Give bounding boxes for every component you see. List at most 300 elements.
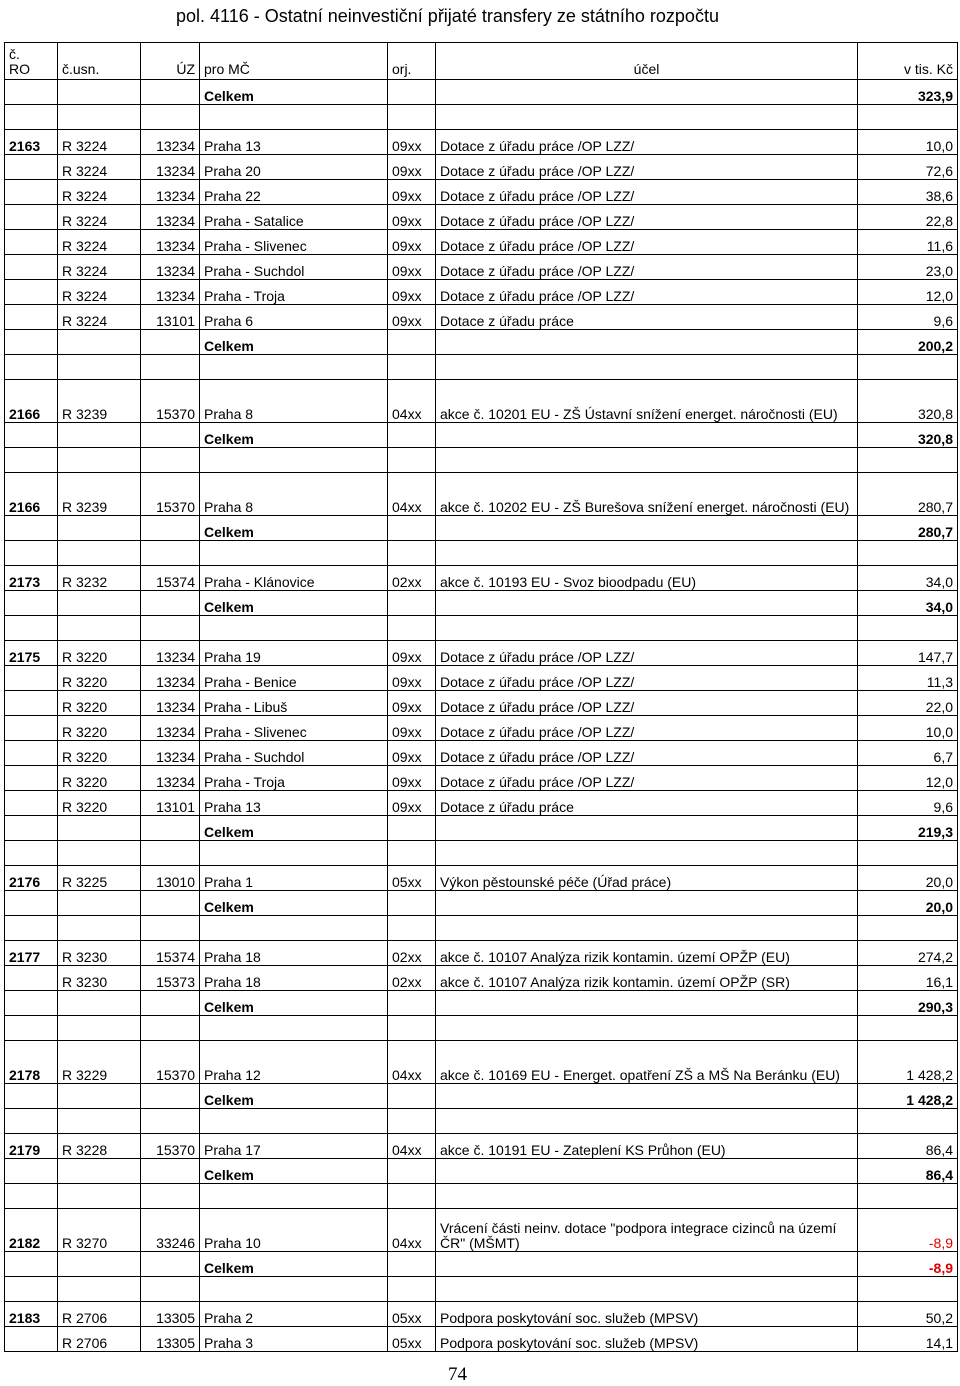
cell-empty	[5, 541, 58, 566]
cell-amount: 14,1	[858, 1327, 958, 1352]
cell-uz: 13234	[141, 155, 200, 180]
cell-ro: 2166	[5, 380, 58, 423]
cell-ro: 2178	[5, 1041, 58, 1084]
total-amount: 290,3	[858, 991, 958, 1016]
cell-empty	[141, 1109, 200, 1134]
cell-uz: 33246	[141, 1209, 200, 1252]
spacer-row	[5, 1109, 958, 1134]
spacer-row	[5, 1277, 958, 1302]
cell-amount: 22,8	[858, 205, 958, 230]
cell-empty	[436, 330, 858, 355]
cell-orj: 09xx	[388, 155, 436, 180]
cell-empty	[5, 355, 58, 380]
cell-orj: 04xx	[388, 1134, 436, 1159]
cell-amount: 10,0	[858, 130, 958, 155]
cell-usn: R 3270	[58, 1209, 141, 1252]
header-orj: orj.	[388, 43, 436, 80]
spacer-row	[5, 105, 958, 130]
cell-ro	[5, 205, 58, 230]
cell-empty	[141, 916, 200, 941]
cell-empty	[5, 1184, 58, 1209]
cell-uz: 13101	[141, 791, 200, 816]
cell-ro: 2173	[5, 566, 58, 591]
cell-ucel: akce č. 10169 EU - Energet. opatření ZŠ a MŠ Na Beránku (EU)	[436, 1041, 858, 1084]
cell-ucel: akce č. 10201 EU - ZŠ Ústavní snížení energet. náročnosti (EU)	[436, 380, 858, 423]
table-row	[5, 205, 958, 230]
cell-empty	[141, 591, 200, 616]
cell-empty	[58, 916, 141, 941]
cell-empty	[5, 591, 58, 616]
cell-empty	[141, 1084, 200, 1109]
total-row	[5, 330, 958, 355]
total-row	[5, 1252, 958, 1277]
cell-ro	[5, 691, 58, 716]
cell-amount: 20,0	[858, 866, 958, 891]
total-amount: 323,9	[858, 80, 958, 105]
cell-orj: 09xx	[388, 230, 436, 255]
cell-empty	[141, 816, 200, 841]
cell-uz: 13234	[141, 666, 200, 691]
cell-empty	[858, 1184, 958, 1209]
total-label: Celkem	[200, 1084, 388, 1109]
cell-empty	[436, 1084, 858, 1109]
cell-empty	[200, 448, 388, 473]
spacer-row	[5, 541, 958, 566]
cell-ucel: Dotace z úřadu práce /OP LZZ/	[436, 716, 858, 741]
cell-orj: 04xx	[388, 380, 436, 423]
cell-ro: 2179	[5, 1134, 58, 1159]
total-label: Celkem	[200, 1159, 388, 1184]
cell-empty	[141, 891, 200, 916]
cell-empty	[436, 616, 858, 641]
cell-ro	[5, 966, 58, 991]
cell-mc: Praha 10	[200, 1209, 388, 1252]
total-row	[5, 891, 958, 916]
cell-empty	[58, 1252, 141, 1277]
cell-usn: R 3224	[58, 180, 141, 205]
cell-empty	[58, 1084, 141, 1109]
cell-ucel: Dotace z úřadu práce /OP LZZ/	[436, 255, 858, 280]
cell-empty	[5, 423, 58, 448]
cell-mc: Praha 13	[200, 791, 388, 816]
cell-ro	[5, 716, 58, 741]
cell-ucel: Dotace z úřadu práce /OP LZZ/	[436, 280, 858, 305]
cell-uz: 13234	[141, 716, 200, 741]
table-row	[5, 1134, 958, 1159]
cell-ucel: akce č. 10107 Analýza rizik kontamin. území OPŽP (EU)	[436, 941, 858, 966]
cell-empty	[388, 423, 436, 448]
cell-empty	[200, 916, 388, 941]
total-label: Celkem	[200, 423, 388, 448]
cell-empty	[141, 1277, 200, 1302]
cell-empty	[141, 541, 200, 566]
cell-usn: R 3224	[58, 255, 141, 280]
cell-usn: R 3220	[58, 691, 141, 716]
cell-amount: 72,6	[858, 155, 958, 180]
cell-usn: R 3220	[58, 766, 141, 791]
cell-empty	[436, 1109, 858, 1134]
table-row	[5, 1327, 958, 1352]
cell-usn: R 3220	[58, 716, 141, 741]
cell-amount: 6,7	[858, 741, 958, 766]
cell-empty	[436, 355, 858, 380]
cell-amount: 16,1	[858, 966, 958, 991]
cell-empty	[858, 105, 958, 130]
cell-mc: Praha - Libuš	[200, 691, 388, 716]
cell-orj: 05xx	[388, 1327, 436, 1352]
cell-usn: R 3229	[58, 1041, 141, 1084]
cell-ro: 2177	[5, 941, 58, 966]
cell-amount: 280,7	[858, 473, 958, 516]
cell-uz: 15370	[141, 1134, 200, 1159]
table-row	[5, 1302, 958, 1327]
cell-empty	[436, 105, 858, 130]
cell-amount: 12,0	[858, 280, 958, 305]
table-row	[5, 1041, 958, 1084]
table-row	[5, 380, 958, 423]
cell-ucel: Dotace z úřadu práce /OP LZZ/	[436, 130, 858, 155]
cell-orj: 09xx	[388, 741, 436, 766]
cell-empty	[858, 541, 958, 566]
cell-mc: Praha 12	[200, 1041, 388, 1084]
page-number: 74	[448, 1364, 467, 1385]
header-c-ro: č. RO	[5, 43, 58, 80]
cell-empty	[858, 1016, 958, 1041]
cell-orj: 09xx	[388, 791, 436, 816]
cell-empty	[388, 448, 436, 473]
total-amount: 34,0	[858, 591, 958, 616]
table-row	[5, 791, 958, 816]
cell-empty	[5, 891, 58, 916]
cell-empty	[141, 80, 200, 105]
total-amount: 86,4	[858, 1159, 958, 1184]
cell-empty	[141, 355, 200, 380]
cell-uz: 13234	[141, 205, 200, 230]
cell-empty	[141, 1016, 200, 1041]
cell-uz: 15370	[141, 473, 200, 516]
cell-empty	[388, 1184, 436, 1209]
cell-empty	[858, 1277, 958, 1302]
cell-amount: 50,2	[858, 1302, 958, 1327]
cell-empty	[200, 841, 388, 866]
cell-empty	[858, 616, 958, 641]
cell-ucel: akce č. 10107 Analýza rizik kontamin. území OPŽP (SR)	[436, 966, 858, 991]
cell-mc: Praha 13	[200, 130, 388, 155]
cell-mc: Praha 19	[200, 641, 388, 666]
table-row	[5, 305, 958, 330]
cell-empty	[58, 1159, 141, 1184]
cell-amount: 12,0	[858, 766, 958, 791]
cell-mc: Praha 6	[200, 305, 388, 330]
cell-ro: 2166	[5, 473, 58, 516]
cell-uz: 13234	[141, 230, 200, 255]
cell-ro	[5, 1327, 58, 1352]
cell-empty	[388, 105, 436, 130]
cell-empty	[141, 105, 200, 130]
header-ucel: účel	[436, 43, 858, 80]
cell-orj: 04xx	[388, 1041, 436, 1084]
cell-orj: 09xx	[388, 280, 436, 305]
cell-empty	[5, 105, 58, 130]
cell-empty	[141, 423, 200, 448]
cell-empty	[141, 1252, 200, 1277]
cell-mc: Praha - Suchdol	[200, 741, 388, 766]
cell-empty	[436, 1016, 858, 1041]
cell-uz: 15374	[141, 941, 200, 966]
cell-usn: R 3232	[58, 566, 141, 591]
total-row	[5, 516, 958, 541]
cell-empty	[58, 355, 141, 380]
cell-usn: R 3239	[58, 473, 141, 516]
cell-ro: 2175	[5, 641, 58, 666]
cell-amount: -8,9	[858, 1209, 958, 1252]
total-amount: 320,8	[858, 423, 958, 448]
cell-empty	[5, 448, 58, 473]
total-amount: 219,3	[858, 816, 958, 841]
table-row	[5, 941, 958, 966]
cell-amount: 38,6	[858, 180, 958, 205]
total-amount: 20,0	[858, 891, 958, 916]
total-label: Celkem	[200, 991, 388, 1016]
cell-empty	[436, 423, 858, 448]
cell-empty	[436, 541, 858, 566]
cell-uz: 13234	[141, 641, 200, 666]
cell-amount: 320,8	[858, 380, 958, 423]
cell-empty	[58, 1109, 141, 1134]
cell-ro	[5, 741, 58, 766]
cell-empty	[436, 1252, 858, 1277]
cell-uz: 13305	[141, 1327, 200, 1352]
cell-empty	[58, 991, 141, 1016]
cell-empty	[5, 1252, 58, 1277]
cell-uz: 15370	[141, 380, 200, 423]
cell-empty	[436, 1277, 858, 1302]
cell-amount: 23,0	[858, 255, 958, 280]
cell-empty	[388, 591, 436, 616]
cell-empty	[58, 1184, 141, 1209]
cell-amount: 1 428,2	[858, 1041, 958, 1084]
cell-empty	[200, 1277, 388, 1302]
cell-empty	[388, 516, 436, 541]
spacer-row	[5, 616, 958, 641]
cell-orj: 05xx	[388, 1302, 436, 1327]
cell-empty	[58, 423, 141, 448]
cell-empty	[58, 616, 141, 641]
cell-amount: 11,3	[858, 666, 958, 691]
cell-mc: Praha - Troja	[200, 766, 388, 791]
cell-usn: R 3220	[58, 666, 141, 691]
total-label: Celkem	[200, 330, 388, 355]
cell-ucel: Dotace z úřadu práce /OP LZZ/	[436, 741, 858, 766]
cell-empty	[5, 1277, 58, 1302]
cell-ucel: akce č. 10191 EU - Zateplení KS Průhon (EU)	[436, 1134, 858, 1159]
cell-empty	[5, 816, 58, 841]
total-amount: -8,9	[858, 1252, 958, 1277]
cell-usn: R 3224	[58, 230, 141, 255]
cell-orj: 04xx	[388, 473, 436, 516]
cell-empty	[388, 1084, 436, 1109]
cell-empty	[141, 330, 200, 355]
table-row	[5, 280, 958, 305]
cell-orj: 04xx	[388, 1209, 436, 1252]
cell-empty	[388, 1159, 436, 1184]
table-row	[5, 255, 958, 280]
total-row	[5, 1159, 958, 1184]
cell-mc: Praha - Klánovice	[200, 566, 388, 591]
total-label: Celkem	[200, 591, 388, 616]
cell-empty	[388, 80, 436, 105]
cell-ucel: Dotace z úřadu práce /OP LZZ/	[436, 641, 858, 666]
cell-empty	[5, 1159, 58, 1184]
cell-usn: R 3220	[58, 741, 141, 766]
cell-uz: 15373	[141, 966, 200, 991]
cell-ucel: Vrácení části neinv. dotace "podpora integrace cizinců na území ČR" (MŠMT)	[436, 1209, 858, 1252]
table-row	[5, 716, 958, 741]
cell-ucel: Podpora poskytování soc. služeb (MPSV)	[436, 1302, 858, 1327]
cell-orj: 02xx	[388, 941, 436, 966]
cell-ro: 2183	[5, 1302, 58, 1327]
cell-empty	[200, 105, 388, 130]
cell-empty	[858, 916, 958, 941]
cell-empty	[5, 1084, 58, 1109]
cell-orj: 09xx	[388, 180, 436, 205]
cell-empty	[200, 616, 388, 641]
spacer-row	[5, 916, 958, 941]
cell-ro	[5, 155, 58, 180]
cell-empty	[388, 330, 436, 355]
cell-empty	[5, 80, 58, 105]
cell-uz: 13234	[141, 280, 200, 305]
cell-empty	[858, 355, 958, 380]
table-row	[5, 741, 958, 766]
cell-empty	[141, 516, 200, 541]
cell-empty	[436, 516, 858, 541]
total-row	[5, 816, 958, 841]
cell-empty	[141, 1159, 200, 1184]
cell-ucel: Dotace z úřadu práce /OP LZZ/	[436, 691, 858, 716]
cell-empty	[5, 1109, 58, 1134]
cell-empty	[58, 516, 141, 541]
cell-empty	[436, 591, 858, 616]
total-label: Celkem	[200, 891, 388, 916]
cell-empty	[141, 448, 200, 473]
cell-empty	[436, 448, 858, 473]
cell-empty	[141, 616, 200, 641]
cell-uz: 13305	[141, 1302, 200, 1327]
table-row	[5, 641, 958, 666]
cell-mc: Praha 2	[200, 1302, 388, 1327]
cell-ucel: Dotace z úřadu práce /OP LZZ/	[436, 155, 858, 180]
spacer-row	[5, 448, 958, 473]
cell-ucel: Dotace z úřadu práce	[436, 791, 858, 816]
cell-mc: Praha - Benice	[200, 666, 388, 691]
total-row	[5, 991, 958, 1016]
total-row	[5, 80, 958, 105]
cell-empty	[388, 891, 436, 916]
cell-orj: 09xx	[388, 305, 436, 330]
cell-empty	[58, 448, 141, 473]
cell-empty	[388, 1109, 436, 1134]
cell-empty	[436, 841, 858, 866]
cell-empty	[388, 1016, 436, 1041]
total-label: Celkem	[200, 816, 388, 841]
cell-empty	[388, 1277, 436, 1302]
table-row	[5, 566, 958, 591]
cell-amount: 11,6	[858, 230, 958, 255]
table-row	[5, 1209, 958, 1252]
cell-ro	[5, 180, 58, 205]
cell-usn: R 3224	[58, 280, 141, 305]
cell-ucel: akce č. 10193 EU - Svoz bioodpadu (EU)	[436, 566, 858, 591]
cell-amount: 22,0	[858, 691, 958, 716]
cell-usn: R 2706	[58, 1327, 141, 1352]
cell-empty	[436, 1184, 858, 1209]
total-label: Celkem	[200, 516, 388, 541]
cell-empty	[5, 991, 58, 1016]
total-row	[5, 1084, 958, 1109]
cell-uz: 15370	[141, 1041, 200, 1084]
cell-empty	[436, 916, 858, 941]
cell-amount: 34,0	[858, 566, 958, 591]
cell-usn: R 3239	[58, 380, 141, 423]
cell-empty	[858, 448, 958, 473]
header-c-usn: č.usn.	[58, 43, 141, 80]
cell-orj: 09xx	[388, 130, 436, 155]
cell-ucel: akce č. 10202 EU - ZŠ Burešova snížení energet. náročnosti (EU)	[436, 473, 858, 516]
cell-mc: Praha - Slivenec	[200, 230, 388, 255]
cell-empty	[388, 541, 436, 566]
cell-empty	[5, 841, 58, 866]
spacer-row	[5, 355, 958, 380]
cell-empty	[436, 991, 858, 1016]
cell-empty	[58, 891, 141, 916]
cell-empty	[388, 991, 436, 1016]
cell-mc: Praha 18	[200, 941, 388, 966]
table-row	[5, 180, 958, 205]
total-amount: 1 428,2	[858, 1084, 958, 1109]
table-row	[5, 666, 958, 691]
spacer-row	[5, 841, 958, 866]
table-row	[5, 130, 958, 155]
page-title: pol. 4116 - Ostatní neinvestiční přijaté transfery ze státního rozpočtu	[176, 6, 719, 26]
total-row	[5, 423, 958, 448]
cell-empty	[200, 1109, 388, 1134]
cell-orj: 09xx	[388, 205, 436, 230]
cell-usn: R 3224	[58, 130, 141, 155]
cell-orj: 09xx	[388, 691, 436, 716]
cell-empty	[58, 816, 141, 841]
cell-mc: Praha 20	[200, 155, 388, 180]
cell-ucel: Dotace z úřadu práce /OP LZZ/	[436, 230, 858, 255]
cell-usn: R 3224	[58, 205, 141, 230]
cell-uz: 15374	[141, 566, 200, 591]
cell-mc: Praha - Slivenec	[200, 716, 388, 741]
cell-empty	[388, 1252, 436, 1277]
cell-empty	[388, 355, 436, 380]
cell-orj: 02xx	[388, 566, 436, 591]
cell-empty	[388, 916, 436, 941]
cell-empty	[436, 1159, 858, 1184]
cell-empty	[388, 841, 436, 866]
cell-uz: 13234	[141, 180, 200, 205]
cell-empty	[141, 841, 200, 866]
cell-usn: R 2706	[58, 1302, 141, 1327]
cell-usn: R 3224	[58, 305, 141, 330]
cell-usn: R 3230	[58, 941, 141, 966]
transfers-table	[4, 42, 958, 1352]
cell-amount: 10,0	[858, 716, 958, 741]
cell-empty	[200, 355, 388, 380]
